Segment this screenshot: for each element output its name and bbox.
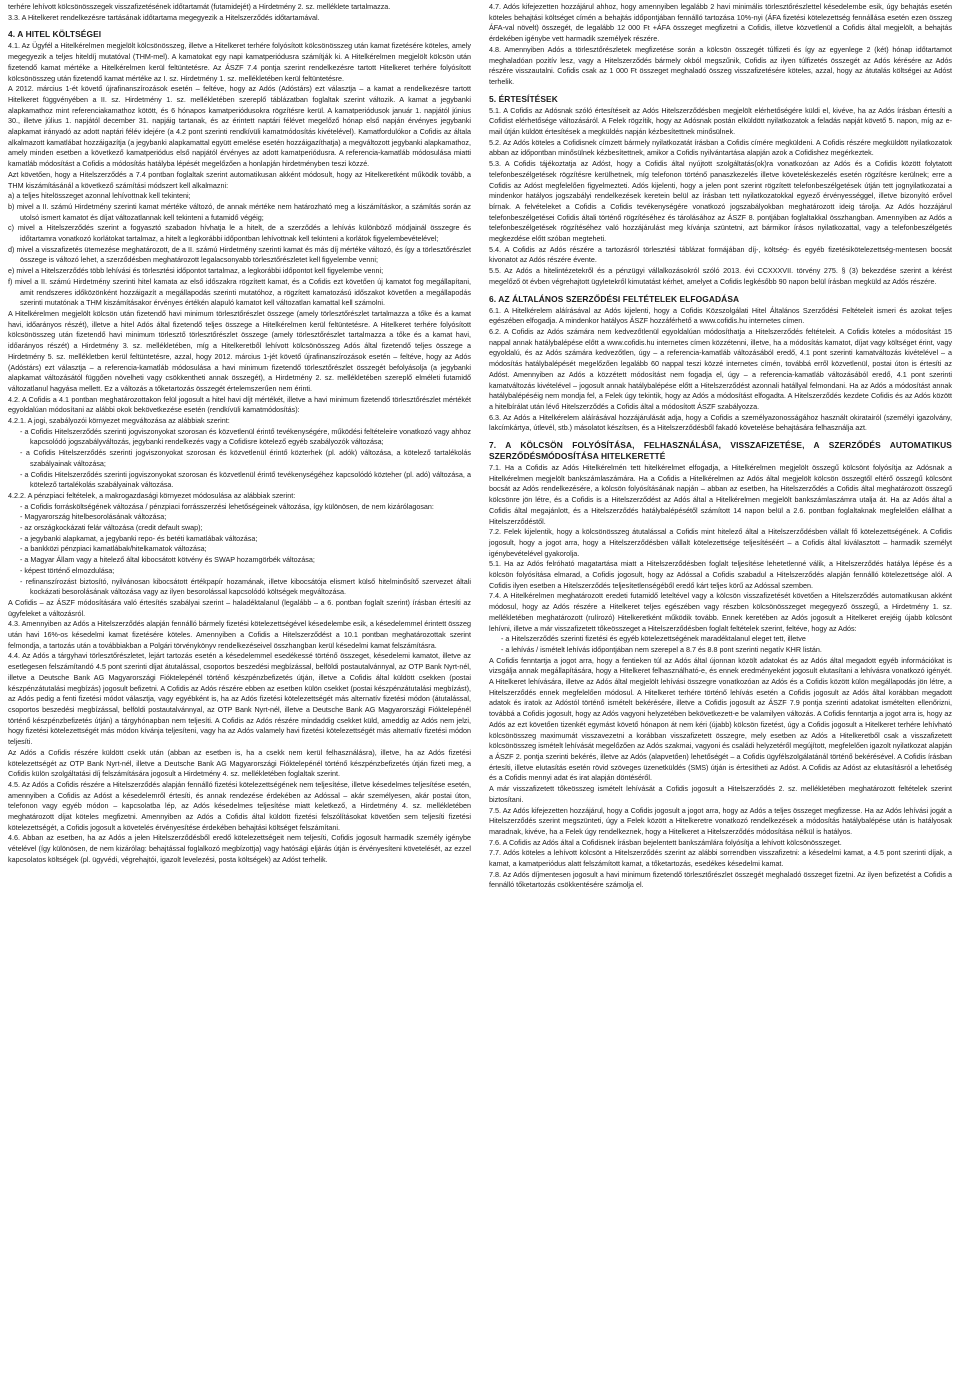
list-item: - a Cofidis Hitelszerződés szerinti jogviszonyokat szorosan és közvetlenül érintő tevékenységére, működési feltételeire vonatkozó vagy ahhoz kapcsolódó jogszabályváltozás, jegybanki rendelkezés vagy a Cofidisre kötelező egyéb szabályozók változása;: [20, 426, 471, 447]
list-item: - a Cofidis Hitelszerződés szerinti jogviszonyokat szorosan és közvetlenül érintő közterhek (pl. adók) változása, a kötelező tartalékolás szabályainak változása;: [20, 448, 471, 468]
paragraph: 5.2. Az Adós köteles a Cofidisnek címzett bármely nyilatkozatát írásban a Cofidis címére megküldeni. A Cofidis részére megküldött nyilatkozatok abban az időpontban minősülnek kézbesítettnek, amikor a Cofidis nyilvántartása alapján azok a Cofidishez megérkeztek.: [489, 137, 952, 158]
list-item: f) mivel a II. számú Hirdetmény szerinti hitel kamata az első időszakra rögzített kamat, és a Cofidis ezt követően új kamatot fog megállapítani, amit rendszeres időközönként hozzáigazít a megállapodás szerinti mutatóhoz, a rögzített kamatozású időszakot követően a megállapodás szerinti mutatónak a THM kiszámításakor érvényes értékén alapuló kamatot kell változatlan kamattal kell számolni.: [8, 276, 471, 308]
list-item: - a bankközi pénzpiaci kamatlábak/hitelkamatok változása;: [20, 544, 207, 554]
list-item: 4.2.2. A pénzpiaci feltételek, a makrogazdasági környezet módosulása az alábbiak szerint:: [8, 490, 296, 500]
list-item: b) mivel a II. számú Hirdetmény szerinti kamat mértéke változó, de annak mértéke nem határozható meg a kiszámításkor, a számítás során az utolsó ismert kamatot és díjat változatlannak kell tekinteni a futamidő végéig;: [8, 201, 471, 222]
list-item: - a lehívás / ismételt lehívás időpontjában nem szerepel a 8.7 és 8.8 pont szerinti negatív KHR listán.: [501, 644, 822, 654]
section-heading: 5. ÉRTESÍTÉSEK: [489, 93, 558, 104]
right-column: [489, 2, 952, 891]
paragraph: A Cofidis – az ÁSZF módosítására való értesítés szabályai szerint – haladéktalanul (legalább – a 6. pontban foglalt szerint) írásban értesíti az ügyfeleket a változásról.: [8, 597, 471, 618]
list-item: - refinanszírozást biztosító, nyilvánosan kibocsátott értékpapír hozamának, illetve kibocsátója elismert külső hitelminősítő szervezet általi kockázati besorolásának változása vagy az ilyen besorolással kapcsolódó költségek megváltozása.: [20, 576, 471, 597]
list-item: e) mivel a Hitelszerződés több lehívási és törlesztési időpontot tartalmaz, a legkorábbi időpontot kell figyelembe venni;: [8, 266, 384, 276]
list-item: - Magyarország hitelbesorolásának változása;: [20, 512, 167, 522]
paragraph: 5.1. A Cofidis az Adósnak szóló értesítéseit az Adós Hitelszerződésben megjelölt elérhetőségére küldi el, kivéve, ha az Adós írásban értesíti a Cofidist elérhetősége változásáról. A Felek rögzítik, hogy az Adósnak postán elküldött nyilatkozatok a feladás napját követő 5. napon, míg az e-mail útján küldött értesítések a megküldés napján kézbesítettnek minősülnek.: [489, 105, 952, 137]
paragraph: 5.3. A Cofidis tájékoztatja az Adóst, hogy a Cofidis által nyújtott szolgáltatás(ok)ra vonatkozóan az Adós és a Cofidis között folytatott telefonbeszélgetések rögzítésre kerülhetnek, míg telefonon történő panaszkezelés illetve követeléskezelés esetén rögzítésre kerülnek; erre a Cofidis az Adóst megfelelően figyelmezteti. Adós kijelenti, hogy a jelen pont szerint rögzített telefonbeszélgetések útján tett jognyilatkozatai a mindenkor hatályos jogszabályi rendelkezések keretein belül az írásban tett nyilatkozatokkal egyező érvényességgel, illetve bizonyító erővel bírnak. A felvételeket a Cofidis a Cofidis tevékenységére vonatkozó jogszabályokban meghatározott ideig tárolja. Az Adós hozzájárul telefonbeszélgetései Cofidis általi történő rögzítéséhez és tárolásához az ÁSZF 8. pontjában foglaltakkal összhangban. Amennyiben az Adós a telefonbeszélgetések rögzítéséhez való hozzájárulást meg kívánja szüntetni, azt bármikor írásos nyilatkozattal, vagy a telefonbeszélgetés megkezdése előtt szóban megteheti.: [489, 159, 952, 244]
paragraph: 6.3. Az Adós a Hitelkérelem aláírásával hozzájárulását adja, hogy a Cofidis a személyazonosságához használt okiratairól (személyi igazolvány, lakcímkártya, útlevél, stb.) másolatot készítsen, és a Hitelszerződésből fakadó követelése behajtására felhasználja azt.: [489, 412, 952, 433]
paragraph: 7.5. Az Adós kifejezetten hozzájárul, hogy a Cofidis jogosult a jogot arra, hogy az Adós a teljes összeget megfizesse. Ha az Adós lehívási jogát a Hitelszerződés szerint megszünteti, úgy a Felek között a Hitelkeretre vonatkozó rendelkezések a módosítás hatálybalépése után is hatályosak maradnak, kivéve, ha a Felek úgy rendelkeznek, hogy a Hitelkeret a Hitelszerződés módosítása nélkül is hatályos.: [489, 805, 952, 836]
paragraph: Azt követően, hogy a Hitelszerződés a 7.4 pontban foglaltak szerint automatikusan akként módosult, hogy az Hitelkeretként működik tovább, a THM kiszámításánál a következő számítási módszert kell alkalmazni:: [8, 169, 471, 190]
paragraph: 7.6. A Cofidis az Adós által a Cofidisnek írásban bejelentett bankszámlára folyósítja a lehívott kölcsönösszeget.: [489, 837, 842, 847]
paragraph: A 2012. március 1-ét követő újrafinanszírozások esetén – feltéve, hogy az Adós (Adóstárs) ezt választja – a kamat a rendelkezésre tartott Hitelkeret függvényében a II. sz. Hirdetmény 1. sz. mellékletében szereplő táblázatban foglaltak szerint változik. A kamat a jegybanki alapkamathoz mint referenciakamathoz kötött, és 6 hónapos kamatperiódusokra rögzítésre kerül. A kamatperiódusok január 1. napjától június 30., illetve július 1. napjától december 31. napjáig tartanak, és az érintett naptári félévet megelőző hónap első napján érvényes jegybanki alapkamat irányadó az adott naptári félév idejére (a 4.2 pont szerinti rendkívüli kamatmódosítás kivételével). Kamatfordulókor a Cofidis az általa alkalmazott kamatlábat hozzáigazítja (a jegybanki alapkamattal együtt emelése esetén hozzáigazíthatja) a megváltozott jegybanki alapkamathoz, amely minden esetben a következő kamatperiódus első napjától érvényes az adott kamatperiódusra. A referencia-kamatláb módosulása miatti kamatláb módosítást a Cofidis a módosítás hatályba lépését megelőzően a honlapján hirdetményben teszi közzé.: [8, 84, 471, 169]
list-item: a) a teljes hitelösszeget azonnal lehívottnak kell tekinteni;: [8, 191, 191, 201]
section-heading: 6. AZ ÁLTALÁNOS SZERZŐDÉSI FELTÉTELEK ELFOGADÁSA: [489, 293, 740, 304]
list-item: - az országkockázati felár változása (credit default swap);: [20, 523, 203, 533]
paragraph: Az Adós a Cofidis részére küldött csekk után (abban az esetben is, ha a csekk nem kerül felhasználásra), illetve, ha az Adós fizetési kötelezettségét az OTP Bank Nyrt-nél, illetve a Deutsche Bank AG Magyarországi Fióktelepénél történő készpénzbefizetés útján fizeti meg, a Cofidis külön szolgáltatási díj felszámítására jogosult a Hirdetmény 4. sz. mellékletében foglaltak szerint.: [8, 747, 471, 779]
list-item: c) mivel a Hitelszerződés szerint a fogyasztó szabadon hívhatja le a hitelt, de a szerződés a lehívás különböző módjainál összegre és időtartamra vonatkozó korlátokat tartalmaz, a hitelt a legkorábbi időpontban lehívottnak kell tekinteni a korlátok figyelembevételével;: [8, 223, 471, 244]
list-item: - a jegybanki alapkamat, a jegybanki repo- és betéti kamatlábak változása;: [20, 533, 258, 543]
list-item: - a Cofidis Hitelszerződés szerinti jogviszonyokat szorosan és közvetlenül érintő tevékenységéhez kapcsolódó közteher (pl. adó) változása, a kötelező tartalékolás szabályainak változása.: [20, 469, 471, 490]
paragraph: 7.4. A Hitelkérelmen meghatározott eredeti futamidő leteltével vagy a kölcsön visszafizetését követően a Hitelszerződés automatikusan akként módosul, hogy az Adós részére a Hitelkeret teljes egészében vagy részben kölcsönösszeget megegyező összegű, a Hirdetmény 1. sz. mellékletében meghatározott (rulírozó) Hitelkeretként működik tovább. Ennek keretében az Adós jogosult a Hitelkeret erejéig újabb kölcsönt lehívni, illetve a már visszafizetett tőkeösszeget a Hitelszerződésben foglalt feltételek szerint, feltéve, hogy az Adós:: [489, 591, 952, 633]
list-item: - a Cofidis forrásköltségének változása / pénzpiaci forrásszerzési lehetőségeinek változása, így különösen, de nem kizárólagosan:: [20, 501, 434, 511]
paragraph: 7.2. Felek kijelentik, hogy a kölcsönösszeg átutalással a Cofidis mint hitelező által a Hitelszerződésben vállalt fő kötelezettségének. A Cofidis jogosult, hogy a jogot arra, hogy a Hitelszerződésben vállalt kötelezettsége teljesítéséért – a Cofidis által kiválasztott – harmadik személyt igénybevételével gyakorolja.: [489, 527, 952, 558]
paragraph: 6.2. A Cofidis az Adós számára nem kedvezőtlenül egyoldalúan módosíthatja a Hitelszerződés feltételeit. A Cofidis köteles a módosítást 15 nappal annak hatálybalépése előtt a www.cofidis.hu internetes címen közzétenni, illetve, ha a módosítás kamatot, díjat vagy költséget érint, vagy egyoldalú, és az Adós számára kedvezőtlen, úgy – a referencia-kamatláb változásából eredő, 4.1 pont szerinti kamatváltozás kivételével – a módosítás hatálybalépését megelőzően legalább 60 nappal teszi közzé internetes címén, továbbá erről közvetlenül, postai úton is értesíti az Adóst. Amennyiben az Adós a közzétett módosítást nem fogadja el, úgy – a referencia-kamatláb változásából eredő, 4.1 pont szerinti kamatváltozás kivételével – jogosult annak hatálybalépése előtt a Hitelszerződést azonnali hatállyal felmondani. Ha az Adós a módosítást annak hatálybalépéséig nem mondja fel, a Felek úgy tekintik, hogy az Adós a módosítást elfogadta. A Hitelszerződés kezdete Cofidis és az Adós között a hitelbírálat után lévő Hitelszerződés a Cofidis által a módosított ÁSZF szabályozza.: [489, 326, 952, 411]
section-heading: 7. A KÖLCSÖN FOLYÓSÍTÁSA, FELHASZNÁLÁSA, VISSZAFIZETÉSE, A SZERZŐDÉS AUTOMATIKUS SZERZŐDÉSMÓDOSÍTÁSA HITELKERETTÉ: [489, 440, 952, 462]
paragraph: 4.6. Abban az esetben, ha az Adós a jelen Hitelszerződésből eredő kötelezettségeit nem teljesíti, Cofidis jogosult harmadik személy igénybe vételével (így különösen, de nem kizárólag: behajtással foglalkozó megbízottja) vagy hatósági eljárás útján is érvényesíteni követelését, az ezzel kapcsolatos költségek (pl. ügyvédi, végrehajtói, igazolt levelezési, posta költségek) az Adóst terhelik.: [8, 833, 471, 864]
list-item: d) mivel a visszafizetés ütemezése meghatározott, de a II. számú Hirdetmény szerinti kamat és más díj mértéke változó, és így a törlesztőrészlet összege is változó lehet, a szerződésben meghatározott legalacsonyabb törlesztőrészletet kell figyelembe venni;: [8, 244, 471, 265]
paragraph: 6.1. A Hitelkérelem aláírásával az Adós kijelenti, hogy a Cofidis Közszolgálati Hitel Általános Szerződési Feltételeit ismeri és azokat teljes egészében elfogadja. A mindenkor hatályos ÁSZF hozzáférhető a www.cofidis.hu internetes címen.: [489, 305, 952, 326]
paragraph: 5.4. A Cofidis az Adós részére a tartozásról törlesztési táblázat formájában díj-, költség- és egyéb fizetésikötelezettség-mentesen bocsát kivonatot az Adós részére évente.: [489, 244, 952, 265]
paragraph: 4.5. Az Adós a Cofidis részére a Hitelszerződés alapján fennálló fizetési kötelezettségének nem teljesítése, illetve késedelmes teljesítése esetén, amennyiben a Cofidis az Adóst a késedelemről értesíti, és annak rendezése érdekében az Adóssal – akár személyesen, akár postai úton, telefonon vagy egyéb módon – kapcsolatba lép, az Adós késedelmes teljesítése miatt keletkező, a Hirdetmény 4. sz. mellékletében meghatározott díjat köteles megfizetni. Amennyiben az Adós a Cofidis által küldött fizetési felszólításokat követően sem teljesíti fizetési kötelezettségét, a Cofidis jogosult a követelés érvényesítése érdekében behajtási költséget felszámítani.: [8, 779, 471, 832]
list-item: 4.2.1. A jogi, szabályozói környezet megváltozása az alábbiak szerint:: [8, 416, 230, 426]
paragraph: 7.7. Adós köteles a lehívott kölcsönt a Hitelszerződés szerint az alábbi sorrendben visszafizetni: a késedelmi kamat, a 4.5 pont szerinti díjak, a kamat, a kamatperiódus alatt felszámított kamat, a tőketartozás, esedékes késedelmi kamat.: [489, 848, 952, 869]
paragraph: 4.3. Amennyiben az Adós a Hitelszerződés alapján fennálló bármely fizetési kötelezettségével késedelembe esik, a késedelemmel érintett összeg után havi 16%-os késedelmi kamat fizetésére köteles. Amennyiben a Cofidis a Hitelszerződést a 10.1 pontban meghatározottak szerint felmondja, a tartozás után a továbbiakban a Polgári törvénykönyv rendelkezéseivel összhangban kerül késedelmi kamat felszámításra.: [8, 619, 471, 650]
left-column: [8, 2, 471, 866]
paragraph: A Hitelkérelmen megjelölt kölcsön után fizetendő havi minimum törlesztőrészlet összege (amely törlesztőrészlet tartalmazza a tőke és a kamat havi, időarányos részét), illetve a hitel Adós által fizetendő teljes összege a Hitelkérelmen kerül feltüntetésre. A Hitelkeret terhére folyósított kölcsönösszeg után fizetendő havi minimum törlesztő törlesztőrészlet összege (amely törlesztőrészlet tartalmazza a tőke és a kamat havi, időarányos részét) a Hirdetmény 3. sz. mellékletében, míg a Hitelkeretből lehívott kölcsönösszeg Adós által fizetendő teljes összege a Hirdetmény 5. sz. mellékletben kerül feltüntetésre, azzal, hogy 2012. március 1-jét követő újrafinanszírozások esetén – feltéve, hogy az Adós (Adóstárs) ezt választja – a referencia-kamatláb módosulása a havi minimum fizetendő törlesztőrészlet összegét befolyásolja (a jegybanki alapkamat változásától függően növelheti vagy csökkentheti annak összegét), a Hirdetmény 2. sz. mellékletében szereplő elméleti futamidő változatlanul hagyása mellett. Ez a változás a tőketartozás összegét értelemszerűen nem érinti.: [8, 308, 471, 393]
paragraph: 7.8. Az Adós díjmentesen jogosult a havi minimum fizetendő törlesztőrészlet összegét meghaladó összeget fizetni. Az ilyen befizetést a Cofidis a fennálló tőketartozás csökkentésére számolja el.: [489, 869, 952, 890]
list-item: - a Hitelszerződés szerinti fizetési és egyéb kötelezettségének maradéktalanul eleget tett, illetve: [501, 634, 806, 644]
paragraph: A Cofidis fenntartja a jogot arra, hogy a fentieken túl az Adós által újonnan közölt adatokat és az Adós által megadott egyéb információkat is vizsgálja annak megállapítására, hogy a Hitelkeret felhasználható-e, és ennek eredményeként jogosult elutasítani a lehívásra vonatkozó igényét. A Hitelkeret lehívására, illetve az Adós által megjelölt lehívási összegre vonatkozóan az Adós és a Cofidis között külön megállapodás jön létre, a Hitelszerződés ennek megfelelően módosul. A Hitelkeret terhére történő lehívás esetén a Cofidis jogosult az Adós által korábban megadott adatok és iratok az Adóstól történő ismételt bekérésére, illetve a Cofidis jogosult az ÁSZF 7.9 pontja szerinti adatokat ismételten ellenőrizni, továbbá a Cofidis jogosult, hogy az Adós vagyoni helyzetében bekövetkezett-e be valamilyen változás. A Cofidis fenntartja a jogot arra is, hogy az Adós az ezt követően tizenkét egymást követő hónapon át nem kéri (újabb) kölcsön fizetést, úgy a Cofidis jogosult a Hitelkeret terhére lehívható kölcsönösszeg maximumát visszavezetni a korábban visszafizetett összegre, mely esetben az Adós a Hitelkeretből csak a visszafizetett kölcsönösszeg ismételt lehívását megelőzően az Adós szakmai, vagyoni és családi helyzetéről megújított, megfelelően igazolt nyilatkozat alapján a ÁSZF 2. pontja szerinti bekérés, illetve az Adós (alapvetően) lehetőségét – a Cofidis ügyfélszolgálatánál történő bekérésével. A Cofidis írásban értesíti, illetve elutasítás esetén rövid szöveges üzenetküldés (SMS) útján is értesítheti az Adóst. A Cofidis az Adóst az elutasításról a lehetőség és a Cofidis mennyi adat és irat alapján döntéséről.: [489, 655, 952, 783]
paragraph: 7.1. Ha a Cofidis az Adós Hitelkérelmén tett hitelkérelmet elfogadja, a Hitelkérelmen megjelölt összegű kölcsönt folyósítja az Adósnak a Hitelkérelmen megjelölt bankszámlaszámára. Ha a Cofidis a Hitelkérelmen az Adós által megjelölt kölcsön összegtől eltérő összegű kölcsönt bocsát az Adós rendelkezésére, a kölcsön folyósításának napján – abban az esetben, ha Hitelszerződés a Cofidis által meghatározott összegű kölcsönre jön létre, és a Cofidis is a Hitelszerződést az Adós által a Hitelkérelmen megjelölt bankszámlaszámra utalja át. Ha az Adós által a Cofidis által megajánlott, és a Hitelszerződés hatálybalépésétől számított 14 napon belül a 2.6. pontban foglaltaknak megfelelően elállhat a Hitelszerződéstől.: [489, 463, 952, 526]
paragraph: 5.1. Ha az Adós felróható magatartása miatt a Hitelszerződésben foglalt teljesítése lehetetlenné válik, a Hitelszerződés hatálya lépése és a kölcsön folyósítása elmarad, a Cofidis jogosult, hogy az Adóssal a Cofidis szabadul a Hitelszerződés alapján fennálló kötelezettsége alól. A Cofidis ilyen esetben a Hitelszerződés teljesítetlenségéből eredő kárt teljes körű az Adóssal szemben.: [489, 559, 952, 590]
section-heading: 4. A HITEL KÖLTSÉGEI: [8, 29, 102, 40]
paragraph: 4.8. Amennyiben Adós a törlesztőrészletek megfizetése során a kölcsön összegét túlfizeti és így az egyenlege 2 (két) hónap időtartamot meghaladóan pozitív lesz, vagy a Hitelszerződés bármely okból megszűnik, Cofidis az ilyen túlfizetés összegét az Adós kérésére az Adós részére visszautalni. Cofidis csak az 1 000 Ft összeget meghaladó összeg visszafizetésére köteles, azzal, hogy az átutalás költségei az Adóst terhelik.: [489, 44, 952, 86]
paragraph: 5.5. Az Adós a hitelintézetekről és a pénzügyi vállalkozásokról szóló 2013. évi CCXXXVII. törvény 275. § (3) bekezdése szerint a kérést megelőző öt évben végrehajtott ügyletekről kimutatást kérhet, amelyet a Cofidis legkésőbb 90 napon belül írásban megküld az Adós részére.: [489, 266, 952, 286]
paragraph: 3.3. A Hitelkeret rendelkezésre tartásának időtartama megegyezik a Hitelszerződés időtartamával.: [8, 12, 320, 22]
paragraph: 4.7. Adós kifejezetten hozzájárul ahhoz, hogy amennyiben legalább 2 havi minimális törlesztőrészlettel késedelembe esik, úgy behajtás esetén köteles behajtási költséget címén a behajtás időpontjában fennálló tartozása 10%-nyi (ÁFA fizetési kötelezettség fennállása esetén ezen összeg ÁFA-val növelt) összegét, de legalább 12 000 Ft +ÁFA összeget megfizetni a Cofidis, illetve közvetlenül a Cofidis által megjelölt, a behajtás érdekében igénybe vett harmadik személyek részére.: [489, 2, 952, 44]
paragraph: 4.1. Az Ügyfél a Hitelkérelmen megjelölt kölcsönösszeg, illetve a Hitelkeret terhére folyósított kölcsönösszeg után kamat fizetésére köteles, amely megegyezik a teljes hiteldíj mutatóval (THM-mel). A kamatokat egy napi kamatperiódusra számítják ki. A Hitelkérelmen megjelölt kölcsön után fizetendő kamat mértéke a Hitelkérelmen kerül feltüntetésre. Az ÁSZF 7.4 pontja szerint rendelkezésre tartott Hitelkeret terhére folyósított kölcsönösszeg után fizetendő kamat mértéke az I. sz. Hirdetmény 1. sz. mellékletében kerül feltüntetésre.: [8, 41, 471, 83]
paragraph: terhére lehívott kölcsönösszegek visszafizetésének időtartamát (futamidejét) a Hirdetmény 2. sz. melléklete tartalmazza.: [8, 2, 391, 11]
list-item: - képest történő elmozdulása;: [20, 565, 115, 575]
paragraph: 4.4. Az Adós a tárgyhavi törlesztőrészletet, lejárt tartozás esetén a késedelemmel esedékessé történő összeget, késedelemi kamatot, illetve az esetlegesen felszámítandó 4.5 pont szerinti díjat átutalással, csoportos beszedési megbízással, belföldi postautalvánnyal, az OTP Bank Nyrt-nél, illetve a Deutsche Bank AG Magyarországi Fióktelepénél történő készpénzbefizetés útján, illetve a Cofidis által küldött csekken (postai készpénzátutalási megbízás) jogosult befizetni. A Cofidis az Adós részére ebben az esetben külön csekket (postai készpénzátutalási megbízást), az Adós pedig a fenti fizetési módot választja, vagy egyébként is, ha az Adós fizetési kötelezettségét más alternatív fizetési módon (átutalással, csoportos beszedési megbízással, belföldi postautalvánnyal, az OTP Bank Nyrt-nél, illetve a Deutsche Bank AG Magyarországi Fióktelepénél történő készpénzbefizetés útján) a tárgyhónapban nem teljesíti. A Cofidis az Adós részére mindaddig csekket küld, ameddig az Adós nem jelzi, hogy fizetési kötelezettségét más módon kívánja teljesíteni, vagy ha az Adós valamely havi fizetési kötelezettségét más alternatív fizetési módon teljesíti.: [8, 651, 471, 747]
paragraph: A már visszafizetett tőkeösszeg ismételt lehívását a Cofidis jogosult a Hitelszerződés 2. sz. mellékletében meghatározott feltételek szerint biztosítani.: [489, 784, 952, 804]
paragraph: 4.2. A Cofidis a 4.1 pontban meghatározottakon felül jogosult a hitel havi díjt mértékét, illetve a havi minimum fizetendő törlesztőrészlet mértékét egyoldalúan módosítani az alábbi okok bekövetkezése esetén (rendkívüli kamatmódosítás):: [8, 394, 471, 415]
list-item: - a Magyar Állam vagy a hitelező által kibocsátott kötvény és SWAP hozamgörbék változása;: [20, 555, 315, 565]
